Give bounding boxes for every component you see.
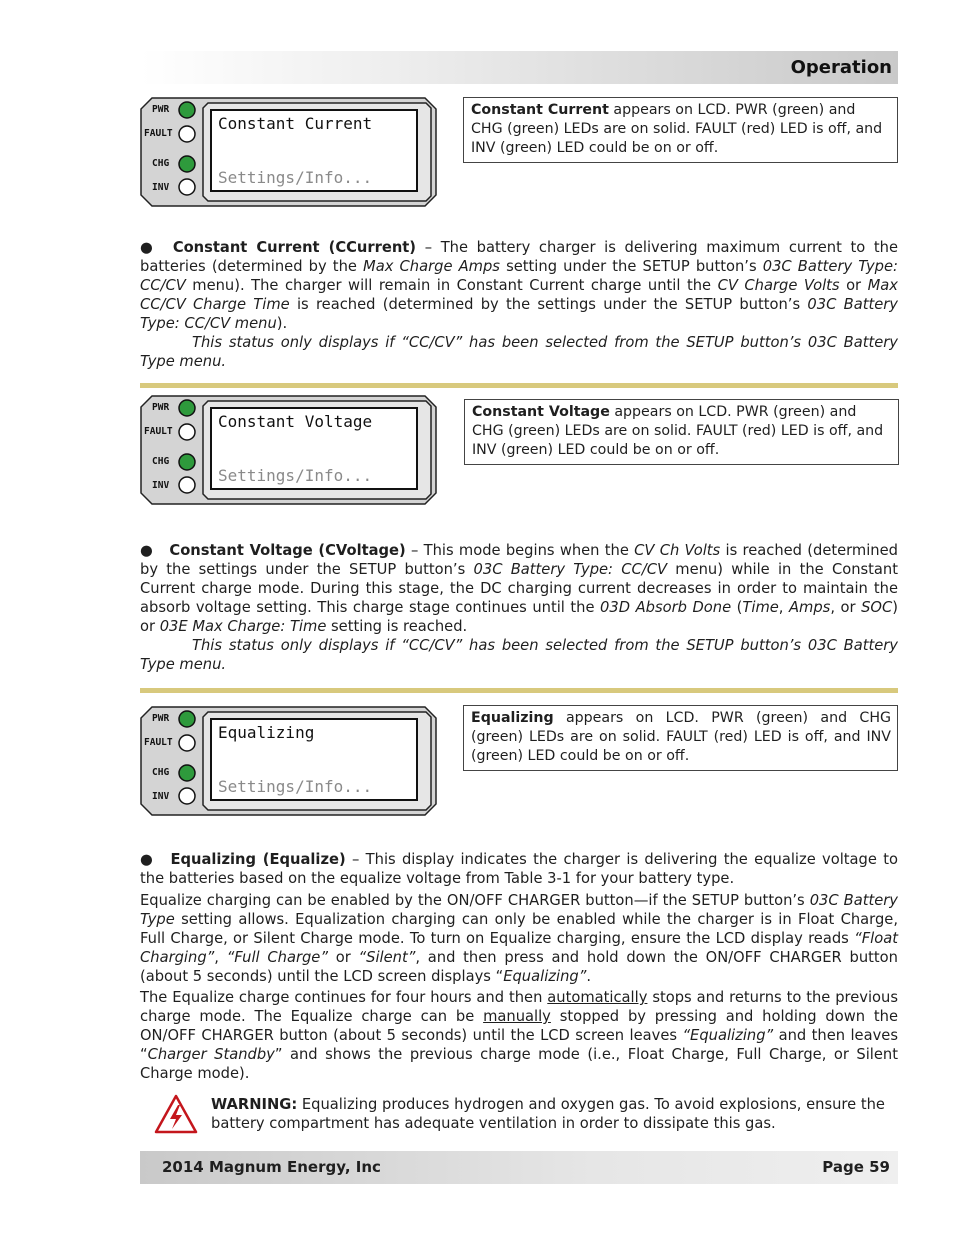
chg-led-icon: [179, 765, 195, 781]
lcd-line-1: Equalizing: [218, 723, 315, 742]
para-italic: SOC: [861, 599, 893, 616]
lcd-line-2: Settings/Info...: [218, 168, 373, 187]
eq-paragraph-3: [140, 988, 898, 1083]
chg-label: CHG: [152, 767, 170, 778]
para-text: and then leaves “: [140, 1027, 898, 1063]
section-title: Operation: [790, 57, 892, 78]
inv-led-icon: [179, 179, 195, 195]
para-italic: Charger Standby: [147, 1046, 275, 1063]
bullet-icon: ●: [140, 542, 154, 559]
para-text: – This mode begins when the: [405, 542, 635, 559]
remote-panel-eq: [140, 706, 437, 816]
warning-text: [211, 1095, 898, 1133]
box-text: appears on LCD. PWR (green) and CHG (green) LEDs are on solid. FAULT (red) LED is off, and INV (green) LED could be on or off.: [472, 404, 884, 458]
page-number: Page 59: [822, 1158, 890, 1176]
box-bold-term: Constant Voltage: [472, 404, 610, 420]
lcd-description-box: [464, 399, 899, 465]
para-italic: 03C Battery Type: CC/CV menu: [140, 296, 898, 332]
pwr-led-icon: [179, 102, 195, 118]
para-italic: 03C Battery Type: CC/CV: [140, 258, 898, 294]
warning-body: Equalizing produces hydrogen and oxygen gas. To avoid explosions, ensure the battery compartment has adequate ventilation in order to dissipate this gas.: [211, 1096, 885, 1132]
para-text: menu) while in the Constant Current charge mode. During this stage, the DC charging current decreases in order to maintain the absorb voltage setting. This charge stage continues until the: [140, 561, 898, 616]
para-italic: “Full Charge”: [226, 949, 328, 966]
para-text: , or: [830, 599, 862, 616]
box-text: appears on LCD. PWR (green) and CHG (green) LEDs are on solid. FAULT (red) LED is off, and INV (green) LED could be on or off.: [471, 102, 883, 156]
para-text: ) or: [140, 599, 898, 635]
para-text: .: [586, 968, 591, 985]
para-italic: Max Charge Amps: [363, 258, 500, 275]
box-bold-term: Equalizing: [471, 710, 554, 726]
para-italic: CV Ch Volts: [634, 542, 721, 559]
inv-label: INV: [152, 791, 170, 802]
fault-led-icon: [179, 424, 195, 440]
remote-panel-cv: [140, 395, 437, 505]
para-text: menu). The charger will remain in Constant Current charge until the: [185, 277, 718, 294]
para-text: ” and shows the previous charge mode (i.e., Float Charge, Full Charge, or Silent Charge mode).: [140, 1046, 898, 1082]
pwr-label: PWR: [152, 402, 170, 413]
warning-label: WARNING:: [211, 1096, 298, 1113]
para-text: stopped by pressing and holding down the ON/OFF CHARGER button (about 5 seconds) until the LCD screen leaves: [140, 1008, 898, 1044]
para-italic: Amps: [789, 599, 831, 616]
para-text: stops and returns to the previous charge mode. The Equalize charge can be: [140, 989, 898, 1025]
para-text: (: [731, 599, 743, 616]
para-text: ).: [276, 315, 288, 332]
eq-paragraph-1: [140, 850, 898, 888]
para-italic: 03D Absorb Done: [600, 599, 732, 616]
footer-copyright: 2014 Magnum Energy, Inc: [162, 1158, 381, 1176]
para-italic: Max CC/CV Charge Time: [140, 277, 898, 313]
fault-label: FAULT: [144, 737, 173, 748]
box-bold-term: Constant Current: [471, 102, 609, 118]
para-bold: Constant Voltage (CVoltage): [169, 542, 406, 559]
fault-led-icon: [179, 735, 195, 751]
para-italic: Equalizing”: [503, 968, 587, 985]
para-italic: “Float Charging”: [140, 930, 898, 966]
inv-label: INV: [152, 182, 170, 193]
section-divider: [140, 383, 898, 388]
para-italic: “Silent”: [358, 949, 416, 966]
para-italic: 03C Battery Type: [140, 892, 898, 928]
box-text: appears on LCD. PWR (green) and CHG (green) LEDs are on solid. FAULT (red) LED is off, and INV (green) LED could be on or off.: [471, 710, 891, 764]
fault-label: FAULT: [144, 426, 173, 437]
para-text: Equalize charging can be enabled by the ON/OFF CHARGER button—if the SETUP button’s: [140, 892, 810, 909]
pwr-label: PWR: [152, 104, 170, 115]
fault-led-icon: [179, 126, 195, 142]
pwr-led-icon: [179, 711, 195, 727]
chg-label: CHG: [152, 158, 170, 169]
pwr-label: PWR: [152, 713, 170, 724]
para-text: setting is reached.: [326, 618, 468, 635]
chg-led-icon: [179, 156, 195, 172]
para-italic: “Equalizing”: [682, 1027, 774, 1044]
para-italic: 03C Battery Type: CC/CV: [473, 561, 668, 578]
eq-paragraph-2: [140, 891, 898, 986]
para-text: or: [327, 949, 359, 966]
para-italic: Time: [742, 599, 779, 616]
chg-led-icon: [179, 454, 195, 470]
cc-paragraph: [140, 238, 898, 333]
lcd-line-2: Settings/Info...: [218, 466, 373, 485]
remote-panel-cc: [140, 97, 437, 207]
para-text: , and then press and hold down the ON/OFF CHARGER button (about 5 seconds) until the LCD screen displays “: [140, 949, 898, 985]
fault-label: FAULT: [144, 128, 173, 139]
inv-led-icon: [179, 477, 195, 493]
cv-paragraph: [140, 541, 898, 636]
lcd-line-2: Settings/Info...: [218, 777, 373, 796]
para-text: is reached (determined by the settings under the SETUP button’s: [140, 542, 898, 578]
section-divider: [140, 688, 898, 693]
lcd-description-box: [463, 97, 898, 163]
cc-note: This status only displays if “CC/CV” has been selected from the SETUP button’s 03C Battery Type menu.: [140, 334, 898, 370]
para-underline: manually: [483, 1008, 551, 1025]
lcd-line-1: Constant Current: [218, 114, 373, 133]
para-italic: 03E Max Charge: Time: [159, 618, 327, 635]
warning-lightning-icon: [154, 1094, 198, 1134]
para-text: – The battery charger is delivering maximum current to the batteries (determined by the: [140, 239, 898, 275]
page-footer: [140, 1151, 898, 1184]
para-bold: Equalizing (Equalize): [170, 851, 346, 868]
pwr-led-icon: [179, 400, 195, 416]
chg-label: CHG: [152, 456, 170, 467]
bullet-icon: ●: [140, 851, 155, 868]
para-text: setting under the SETUP button’s: [499, 258, 763, 275]
inv-label: INV: [152, 480, 170, 491]
para-text: ,: [778, 599, 789, 616]
para-underline: automatically: [547, 989, 648, 1006]
para-text: or: [839, 277, 868, 294]
inv-led-icon: [179, 788, 195, 804]
para-text: ,: [214, 949, 227, 966]
para-text: is reached (determined by the settings under the SETUP button’s: [289, 296, 808, 313]
lcd-line-1: Constant Voltage: [218, 412, 373, 431]
para-text: The Equalize charge continues for four hours and then: [140, 989, 548, 1006]
bullet-icon: ●: [140, 239, 157, 256]
para-bold: Constant Current (CCurrent): [172, 239, 417, 256]
para-text: – This display indicates the charger is delivering the equalize voltage to the batteries based on the equalize voltage from Table 3-1 for your battery type.: [140, 851, 898, 887]
para-italic: CV Charge Volts: [717, 277, 840, 294]
para-text: setting allows. Equalization charging can only be enabled while the charger is in Float Charge, Full Charge, or Silent Charge mode. To turn on Equalize charging, ensure the LCD display reads: [140, 911, 898, 947]
lcd-description-box: [463, 705, 898, 771]
cv-note: This status only displays if “CC/CV” has been selected from the SETUP button’s 03C Battery Type menu.: [140, 637, 898, 673]
page-header: [140, 51, 898, 84]
